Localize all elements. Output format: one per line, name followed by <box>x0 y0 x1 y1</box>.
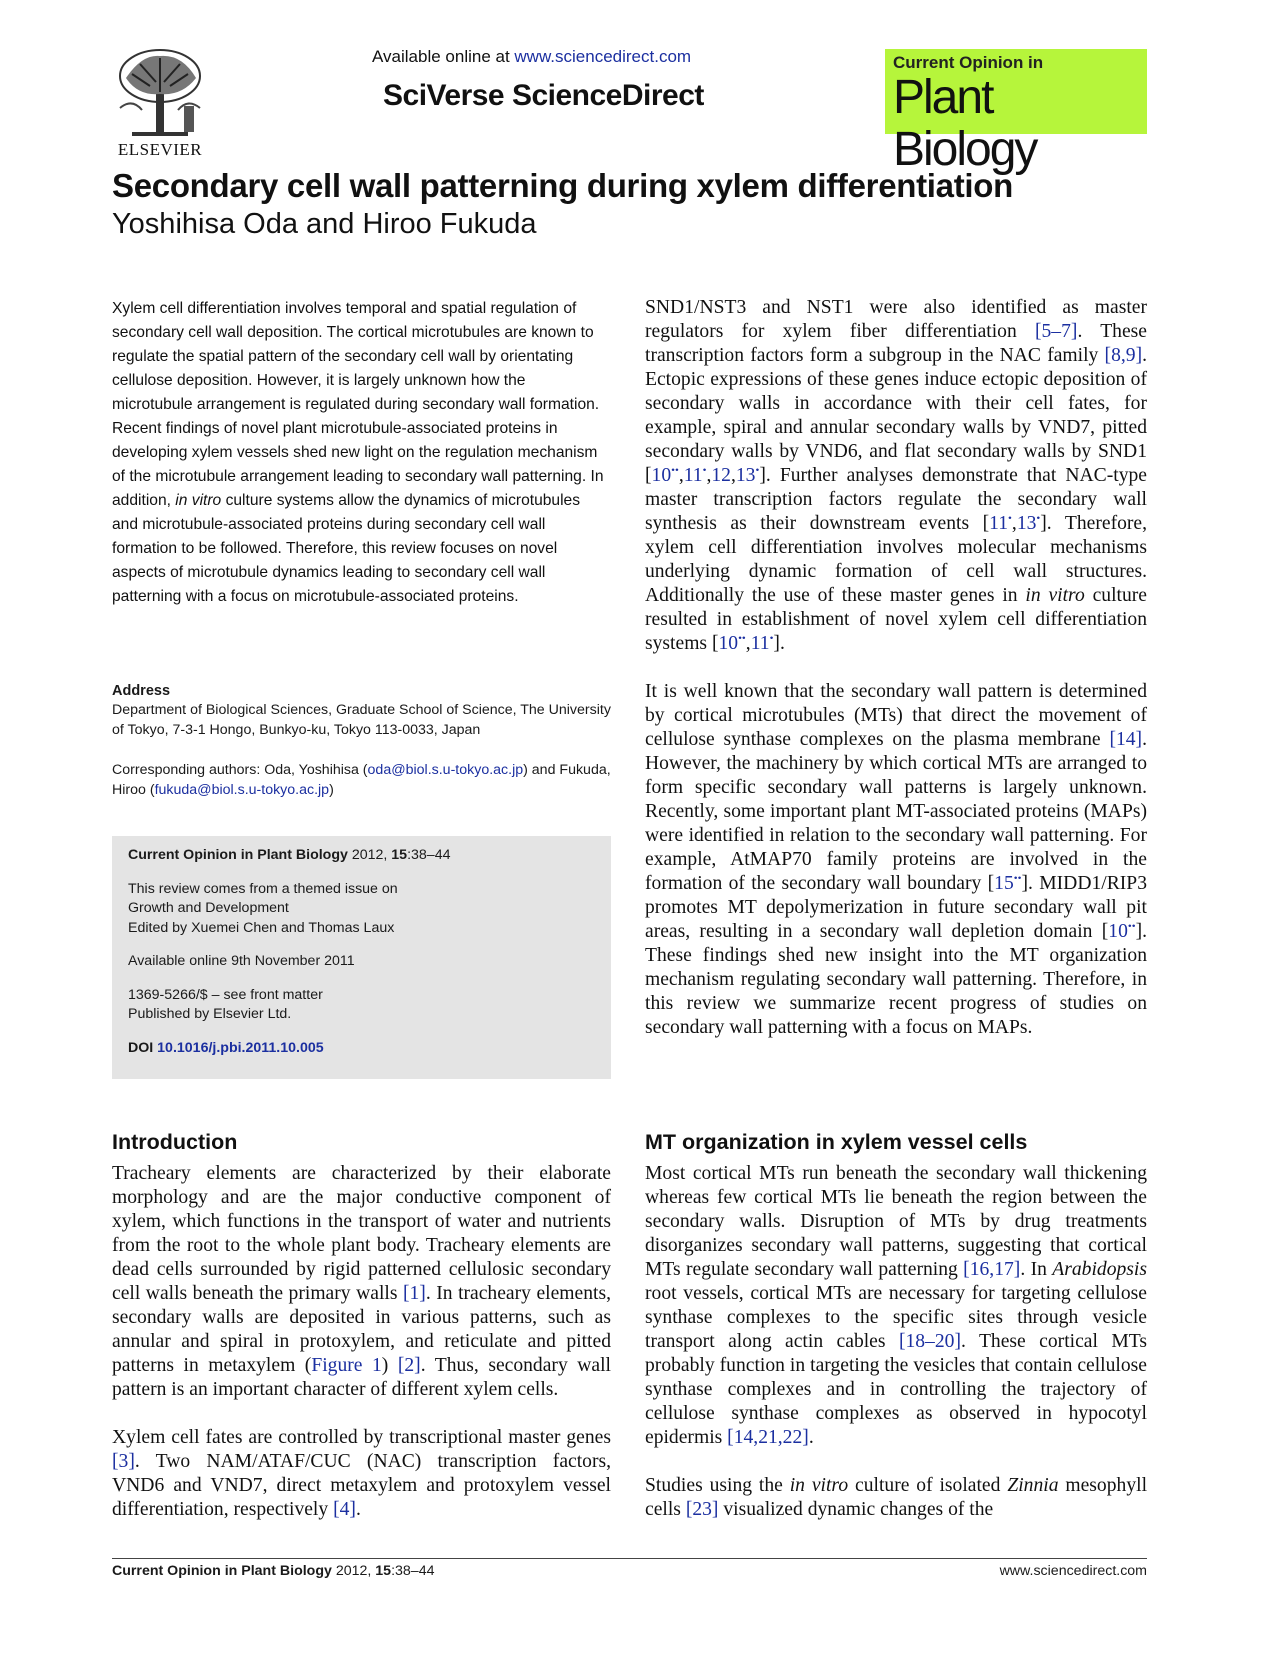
address-text: Department of Biological Sciences, Graduate School of Science, The University of Tokyo, 7-3-1 Hongo, Bunkyo-ku, Tokyo 113-0033, Japan <box>112 702 611 738</box>
ref-link[interactable]: [14,21,22] <box>727 1427 809 1448</box>
ref-link[interactable]: 13• <box>735 464 760 486</box>
journal-logo-line1: Current Opinion in <box>893 53 1044 72</box>
citation-line: Current Opinion in Plant Biology 2012, 15:38–44 <box>128 847 451 863</box>
available-date: Available online 9th November 2011 <box>128 953 355 969</box>
section-heading-introduction: Introduction <box>112 1130 238 1154</box>
email-link-oda[interactable]: oda@biol.s.u-tokyo.ac.jp <box>367 762 524 778</box>
email-link-fukuda[interactable]: fukuda@biol.s.u-tokyo.ac.jp <box>154 781 330 798</box>
address-heading: Address <box>112 683 171 699</box>
ref-link[interactable]: [8,9] <box>1104 345 1143 366</box>
ref-link[interactable]: [2] <box>397 1355 421 1376</box>
publisher-line: Published by Elsevier Ltd. <box>128 1006 292 1022</box>
article-authors: Yoshihisa Oda and Hiroo Fukuda <box>112 208 537 240</box>
article-info-box <box>112 836 611 1079</box>
ref-link[interactable]: 11• <box>683 464 707 486</box>
publisher-name: ELSEVIER <box>117 140 203 159</box>
elsevier-logo <box>112 48 208 160</box>
ref-link[interactable]: 11• <box>750 632 774 654</box>
ref-link[interactable]: 10•• <box>651 464 679 486</box>
paragraph: Tracheary elements are characterized by their elaborate morphology and are the major conductive component of xylem, which functions in the transport of water and nutrients from the root to the whole plant body. Tracheary elements are dead cells surrounded by rigid patterned cellulosic secondary cell walls beneath the primary walls [1]. In tracheary elements, secondary walls are deposited in various patterns, such as annular and spiral in protoxylem, and reticulate and pitted patterns in metaxylem (Figure 1) [2]. Thus, secondary wall pattern is an important character of different xylem cells. <box>112 1163 611 1400</box>
footer-url: www.sciencedirect.com <box>999 1563 1147 1579</box>
section-heading-mt-organization: MT organization in xylem vessel cells <box>645 1130 1028 1154</box>
ref-link[interactable]: [16,17] <box>963 1259 1021 1280</box>
doi-link[interactable]: 10.1016/j.pbi.2011.10.005 <box>157 1039 324 1056</box>
ref-link[interactable]: 13• <box>1016 512 1041 534</box>
ref-link[interactable]: 12 <box>711 465 731 486</box>
paragraph: SND1/NST3 and NST1 were also identified as master regulators for xylem fiber differentiation [5–7]. These transcription factors form a subgroup in the NAC family [8,9]. Ectopic expressions of these genes induce ectopic deposition of secondary walls in accordance with their cell fates, for example, spiral and annular secondary walls by VND7, pitted secondary walls by VND6, and flat secondary walls by SND1 [10••,11•,12,13•]. Further analyses demonstrate that NAC-type master transcription factors regulate the secondary wall synthesis as their downstream events [11•,13•]. Therefore, xylem cell differentiation involves molecular mechanisms underlying dynamic formation of cell wall structures. Additionally the use of these master genes in in vitro culture resulted in establishment of novel xylem cell differentiation systems [10••,11•]. <box>645 297 1148 654</box>
ref-link[interactable]: [1] <box>402 1283 426 1304</box>
footer-divider <box>112 1558 1147 1559</box>
abstract: Xylem cell differentiation involves temporal and spatial regulation of secondary cell wall deposition. The cortical microtubules are known to regulate the spatial pattern of the secondary cell wall by orientating cellulose deposition. However, it is largely unknown how the microtubule arrangement is regulated during secondary wall formation. Recent findings of novel plant microtubule-associated proteins in developing xylem vessels shed new light on the regulation mechanism of the microtubule arrangement leading to secondary wall patterning. In addition, in vitro culture systems allow the dynamics of microtubules and microtubule-associated proteins during secondary cell wall formation to be followed. Therefore, this review focuses on novel aspects of microtubule dynamics leading to secondary cell wall patterning with a focus on microtubule-associated proteins. <box>112 300 604 605</box>
journal-logo <box>885 49 1147 176</box>
platform-name: SciVerse ScienceDirect <box>383 79 704 112</box>
themed-issue-line1: This review comes from a themed issue on <box>128 880 398 897</box>
ref-link[interactable]: [14] <box>1109 729 1143 750</box>
article-title: Secondary cell wall patterning during xylem differentiation <box>112 167 1013 204</box>
themed-issue-line2: Growth and Development <box>128 900 289 916</box>
ref-link[interactable]: 10•• <box>718 632 746 654</box>
paragraph: Xylem cell fates are controlled by transcriptional master genes [3]. Two NAM/ATAF/CUC (NAC) transcription factors, VND6 and VND7, direct metaxylem and protoxylem vessel differentiation, respectively [4]. <box>112 1427 611 1520</box>
introduction-text <box>112 1162 611 1522</box>
issn-line: 1369-5266/$ – see front matter <box>128 986 323 1003</box>
doi-line: DOI 10.1016/j.pbi.2011.10.005 <box>128 1039 324 1056</box>
corresponding-authors: Corresponding authors: Oda, Yoshihisa (oda@biol.s.u-tokyo.ac.jp) and Fukuda, Hiroo (fukuda@biol.s.u-tokyo.ac.jp) <box>112 762 611 798</box>
ref-link[interactable]: [3] <box>112 1451 135 1472</box>
footer-citation: Current Opinion in Plant Biology 2012, 15:38–44 <box>112 1563 435 1579</box>
paragraph: It is well known that the secondary wall pattern is determined by cortical microtubules (MTs) that direct the movement of cellulose synthase complexes on the plasma membrane [14]. However, the machinery by which cortical MTs are arranged to form specific secondary wall patterns is largely unknown. Recently, some important plant MT-associated proteins (MAPs) were identified in relation to the secondary wall patterning. For example, AtMAP70 family proteins are involved in the formation of the secondary wall boundary [15••]. MIDD1/RIP3 promotes MT depolymerization in future secondary wall pit areas, resulting in a secondary wall depletion domain [10••]. These findings shed new insight into the MT organization mechanism regulating secondary wall patterning. Therefore, in this review we summarize recent progress of studies on secondary wall patterning with a focus on MAPs. <box>645 681 1147 1038</box>
mt-organization-text <box>645 1162 1147 1522</box>
elsevier-tree-icon <box>112 48 208 140</box>
right-column-text <box>645 296 1147 1040</box>
ref-link[interactable]: [23] <box>685 1499 719 1520</box>
editors-line: Edited by Xuemei Chen and Thomas Laux <box>128 919 395 936</box>
figure-link[interactable]: Figure 1 <box>311 1355 382 1376</box>
ref-link[interactable]: [4] <box>333 1499 356 1520</box>
journal-logo-line2: Plant Biology <box>893 71 1037 176</box>
ref-link[interactable]: [18–20] <box>898 1331 961 1352</box>
ref-link[interactable]: [5–7] <box>1034 321 1078 342</box>
ref-link[interactable]: 15•• <box>994 872 1022 894</box>
ref-link[interactable]: 10•• <box>1108 920 1136 942</box>
sciencedirect-link[interactable]: www.sciencedirect.com <box>514 47 692 66</box>
ref-link[interactable]: 11• <box>989 512 1012 534</box>
available-online-line: Available online at www.sciencedirect.com <box>372 47 692 66</box>
paragraph: Studies using the in vitro culture of isolated Zinnia mesophyll cells [23] visualized dynamic changes of the <box>645 1475 1148 1520</box>
paragraph: Most cortical MTs run beneath the secondary wall thickening whereas few cortical MTs lie beneath the region between the secondary walls. Disruption of MTs by drug treatments disorganizes secondary wall patterns, suggesting that cortical MTs regulate secondary wall patterning [16,17]. In Arabidopsis root vessels, cortical MTs are necessary for targeting cellulose synthase complexes to the specific sites through vesicle transport along actin cables [18–20]. These cortical MTs probably function in targeting the vesicles that contain cellulose synthase complexes and in controlling the trajectory of cellulose synthase complexes as observed in hypocotyl epidermis [14,21,22]. <box>645 1163 1147 1448</box>
